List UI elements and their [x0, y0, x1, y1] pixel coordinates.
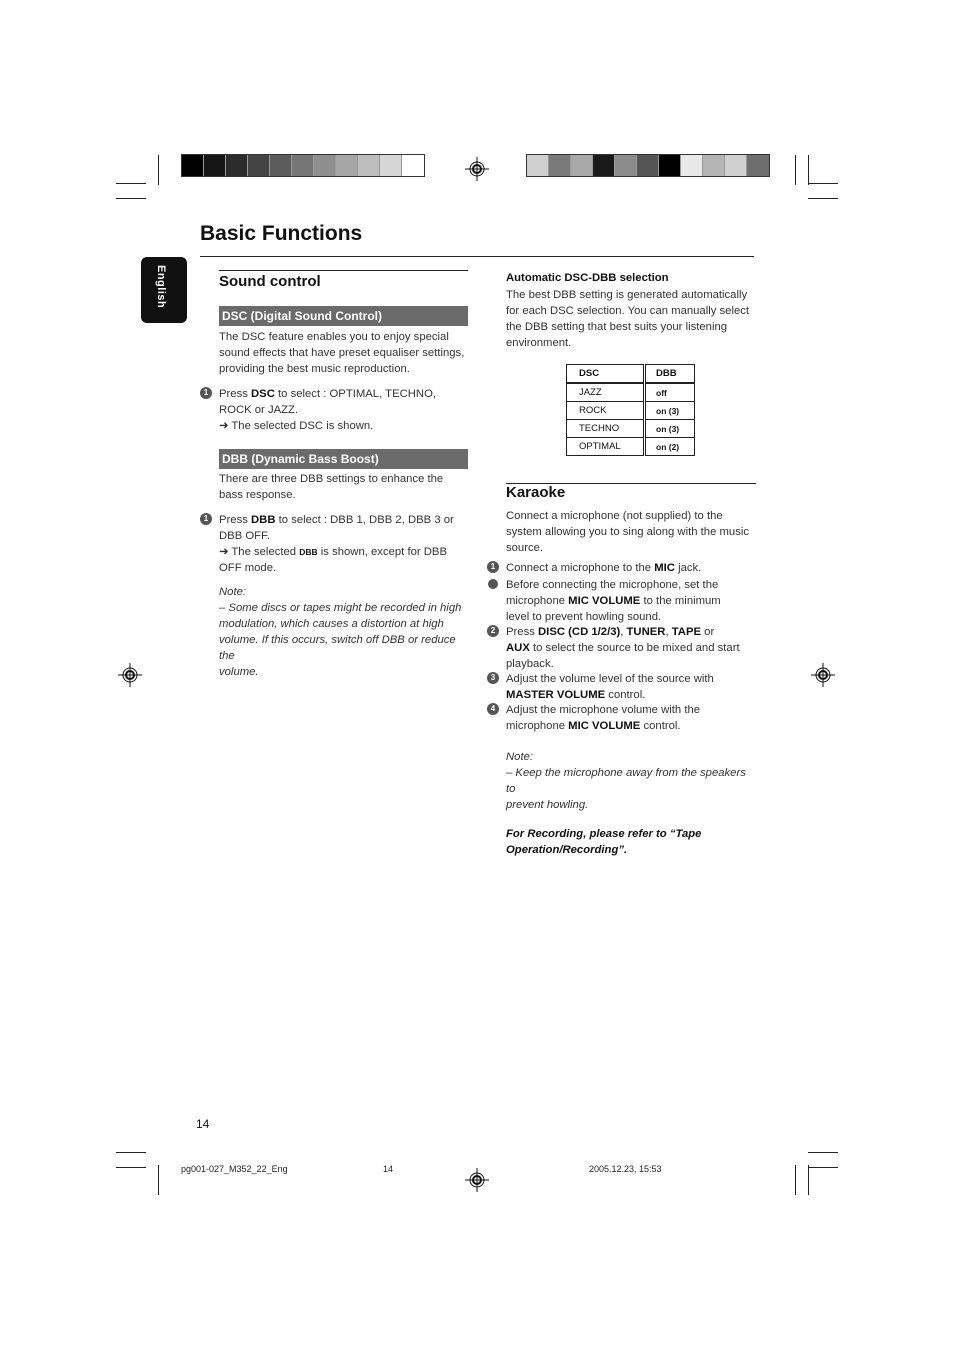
karaoke-step-4: Adjust the microphone volume with the microphone MIC VOLUME control. [506, 704, 701, 732]
grayscale-bar-left [181, 154, 425, 177]
karaoke-heading: Karaoke [506, 484, 566, 501]
crop-mark [795, 1165, 796, 1195]
crop-mark [158, 1165, 159, 1195]
auto-heading: Automatic DSC-DBB selection [506, 272, 669, 284]
page-title: Basic Functions [200, 222, 363, 245]
title-rule [200, 256, 754, 257]
crop-mark [116, 1152, 146, 1153]
dbb-band: DBB (Dynamic Bass Boost) [219, 449, 468, 469]
step-number: 1 [200, 387, 212, 399]
crop-mark [808, 198, 838, 199]
registration-target-icon [811, 663, 835, 687]
table-row: JAZZ off [567, 383, 695, 402]
dsc-band: DSC (Digital Sound Control) [219, 306, 468, 326]
dbb-description: There are three DBB settings to enhance the bass response. [219, 473, 444, 501]
footer-file: pg001-027_M352_22_Eng [181, 1164, 288, 1174]
crop-mark [116, 183, 146, 184]
step-number: 2 [487, 625, 499, 637]
grayscale-bar-right [526, 154, 770, 177]
crop-mark [158, 155, 159, 185]
karaoke-intro: Connect a microphone (not supplied) to the system allowing you to sing along with the music source. [506, 510, 749, 554]
bullet-icon [488, 579, 498, 589]
dbb-note: Note: – Some discs or tapes might be recorded in high modulation, which causes a distortion at high volume. If this occurs, switch off DBB or reduce the volume. [219, 586, 462, 678]
registration-target-icon [118, 663, 142, 687]
registration-target-icon [465, 1168, 489, 1192]
crop-mark [116, 198, 146, 199]
table-row: ROCK on (3) [567, 402, 695, 420]
crop-mark [808, 1152, 838, 1153]
table-row: TECHNO on (3) [567, 420, 695, 438]
crop-mark [808, 1165, 809, 1195]
table-header: DSC [567, 365, 645, 384]
karaoke-bullet: Before connecting the microphone, set the microphone MIC VOLUME to the minimum level to prevent howling sound. [506, 579, 721, 623]
footer-date: 2005.12.23, 15:53 [589, 1164, 662, 1174]
step-number: 3 [487, 672, 499, 684]
language-tab-label: English [155, 265, 167, 309]
crop-mark [808, 1167, 838, 1168]
step-number: 4 [487, 703, 499, 715]
karaoke-note: Note: – Keep the microphone away from the speakers to prevent howling. [506, 751, 746, 811]
page-number: 14 [196, 1117, 210, 1131]
crop-mark [808, 183, 838, 184]
table-header: DBB [645, 365, 695, 384]
crop-mark [116, 1167, 146, 1168]
sound-control-heading: Sound control [219, 273, 321, 290]
dsc-step: Press DSC to select : OPTIMAL, TECHNO, ROCK or JAZZ. ➜ The selected DSC is shown. [219, 388, 436, 432]
dsc-description: The DSC feature enables you to enjoy special sound effects that have preset equaliser settings, providing the best music reproduction. [219, 331, 465, 375]
crop-mark [808, 155, 809, 185]
dbb-step: Press DBB to select : DBB 1, DBB 2, DBB 3 or DBB OFF. ➜ The selected DBB is shown, except for DBB OFF mode. [219, 514, 454, 574]
dsc-dbb-table [566, 364, 695, 456]
karaoke-step-1: Connect a microphone to the MIC jack. [506, 562, 702, 574]
karaoke-step-3: Adjust the volume level of the source with MASTER VOLUME control. [506, 673, 714, 701]
section-rule [219, 270, 468, 271]
karaoke-step-2: Press DISC (CD 1/2/3), TUNER, TAPE or AUX to select the source to be mixed and start playback. [506, 626, 740, 670]
footer-page: 14 [383, 1164, 394, 1174]
registration-target-icon [465, 157, 489, 181]
recording-reference: For Recording, please refer to “Tape Operation/Recording”. [506, 828, 702, 856]
step-number: 1 [200, 513, 212, 525]
crop-mark [795, 155, 796, 185]
language-tab [141, 257, 187, 323]
table-row: OPTIMAL on (2) [567, 438, 695, 456]
auto-description: The best DBB setting is generated automatically for each DSC selection. You can manually select the DBB setting that best suits your listening environment. [506, 289, 750, 349]
step-number: 1 [487, 561, 499, 573]
